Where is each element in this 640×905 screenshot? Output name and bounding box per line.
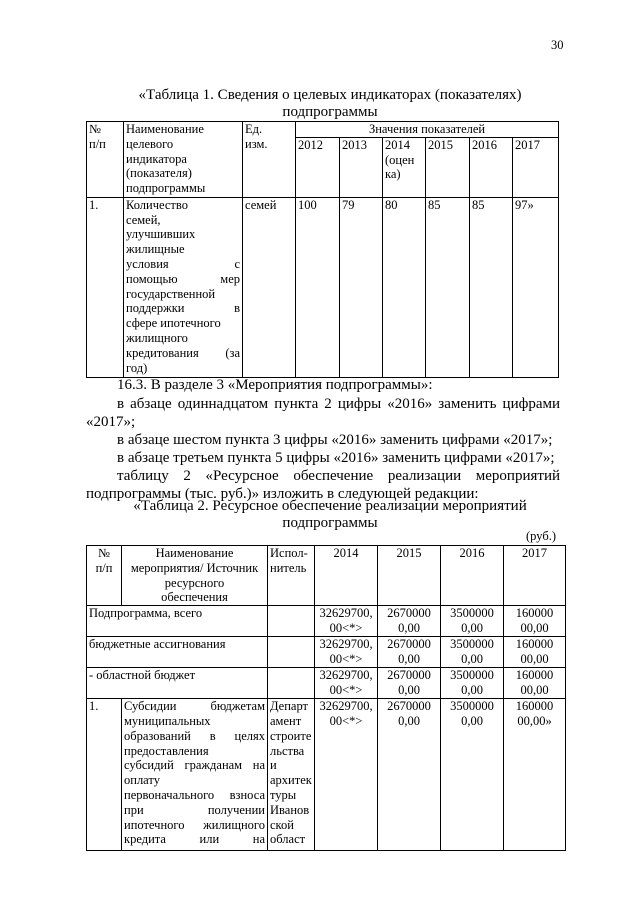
t1-year-2017: 2017: [513, 137, 559, 197]
t1-year-2016: 2016: [470, 137, 513, 197]
para-abzac-3: в абзаце третьем пункта 5 цифры «2016» заменить цифрами «2017»;: [117, 450, 555, 466]
t1-row-value-2013: 79: [340, 197, 383, 377]
t2-item-name: Субсидии бюджетам муниципальных образований в целях предоставления субсидий гражданам на оплату первоначального взноса при получении ипотечного жилищного кредита или на: [122, 699, 268, 851]
para-table2-line1: таблицу 2 «Ресурсное обеспечение реализации мероприятий: [117, 468, 560, 484]
t1-year-2013: 2013: [340, 137, 383, 197]
t2-row-total-2014: 32629700, 00<*>: [315, 606, 378, 637]
t1-year-2015: 2015: [426, 137, 470, 197]
t2-row-total-label: Подпрограмма, всего: [87, 606, 268, 637]
t2-row-regional-label: - областной бюджет: [87, 668, 268, 699]
t2-head-exec: Испол- нитель: [268, 546, 315, 606]
para-abzac-6: в абзаце шестом пункта 3 цифры «2016» заменить цифрами «2017»;: [117, 432, 553, 448]
t1-row-value-2015: 85: [426, 197, 470, 377]
para-abzac-11-line1: в абзаце одиннадцатом пункта 2 цифры «2016» заменить цифрами: [117, 396, 560, 412]
table1-title-line1: «Таблица 1. Сведения о целевых индикаторах (показателях): [138, 87, 522, 103]
table2-title-line1: «Таблица 2. Ресурсное обеспечение реализации мероприятий: [133, 498, 527, 514]
t2-year-2015: 2015: [378, 546, 441, 606]
t2-row-budget-label: бюджетные ассигнования: [87, 637, 268, 668]
t2-item-2016: 3500000 0,00: [441, 699, 504, 851]
t2-item-exec: Департ амент строите льства и архитек туры Иванов ской област: [268, 699, 315, 851]
t2-item-2015: 2670000 0,00: [378, 699, 441, 851]
t2-row-regional-2016: 3500000 0,00: [441, 668, 504, 699]
t2-head-name: Наименование мероприятия/ Источник ресурсного обеспечения: [122, 546, 268, 606]
table-row: [87, 606, 566, 637]
t1-row-name: Количество семей, улучшивших жилищные условия с помощью мер государственной поддержки в сфере ипотечного жилищного кредитования (за год): [124, 197, 243, 377]
t2-row-budget-2015: 2670000 0,00: [378, 637, 441, 668]
t2-year-2014: 2014: [315, 546, 378, 606]
t2-row-budget-2016: 3500000 0,00: [441, 637, 504, 668]
table2-title-line2: подпрограммы: [282, 515, 378, 531]
page-number: 30: [551, 38, 564, 52]
t2-row-budget-exec: [268, 637, 315, 668]
t2-item-num: 1.: [87, 699, 122, 851]
t1-year-2014: 2014 (оцен ка): [383, 137, 426, 197]
table-row: [87, 637, 566, 668]
table2-resources: [86, 545, 566, 851]
t2-row-budget-2017: 160000 00,00: [504, 637, 566, 668]
t2-row-regional-2014: 32629700, 00<*>: [315, 668, 378, 699]
t1-head-name: Наименование целевого индикатора (показателя) подпрограммы: [124, 122, 243, 198]
t2-year-2016: 2016: [441, 546, 504, 606]
table-row: [87, 699, 566, 851]
para-abzac-11-line2: «2017»;: [86, 414, 136, 430]
para-16-3: 16.3. В разделе 3 «Мероприятия подпрограммы»:: [117, 377, 433, 393]
t1-row-value-2014: 80: [383, 197, 426, 377]
t2-row-budget-2014: 32629700, 00<*>: [315, 637, 378, 668]
t1-head-unit: Ед. изм.: [243, 122, 296, 198]
t1-row-unit: семей: [243, 197, 296, 377]
unit-note: (руб.): [526, 529, 556, 543]
t2-row-total-exec: [268, 606, 315, 637]
t2-year-2017: 2017: [504, 546, 566, 606]
t1-head-num: № п/п: [87, 122, 124, 198]
t2-row-total-2016: 3500000 0,00: [441, 606, 504, 637]
para-table2-line2: подпрограммы (тыс. руб.)» изложить в следующей редакции:: [86, 486, 479, 502]
t2-row-regional-2015: 2670000 0,00: [378, 668, 441, 699]
t1-year-2012: 2012: [296, 137, 340, 197]
t1-row-num: 1.: [87, 197, 124, 377]
table1-indicators: [86, 121, 559, 378]
table-row: [87, 668, 566, 699]
t2-row-total-2015: 2670000 0,00: [378, 606, 441, 637]
t2-row-regional-exec: [268, 668, 315, 699]
t1-row-value-2016: 85: [470, 197, 513, 377]
table1-title-line2: подпрограммы: [282, 104, 378, 120]
table-row: [87, 197, 559, 377]
t1-row-value-2017: 97»: [513, 197, 559, 377]
t2-row-regional-2017: 160000 00,00: [504, 668, 566, 699]
t2-head-num: № п/п: [87, 546, 122, 606]
t1-head-values-group: Значения показателей: [296, 122, 559, 138]
t2-item-2017: 160000 00,00»: [504, 699, 566, 851]
t2-row-total-2017: 160000 00,00: [504, 606, 566, 637]
t1-row-value-2012: 100: [296, 197, 340, 377]
t2-item-2014: 32629700, 00<*>: [315, 699, 378, 851]
